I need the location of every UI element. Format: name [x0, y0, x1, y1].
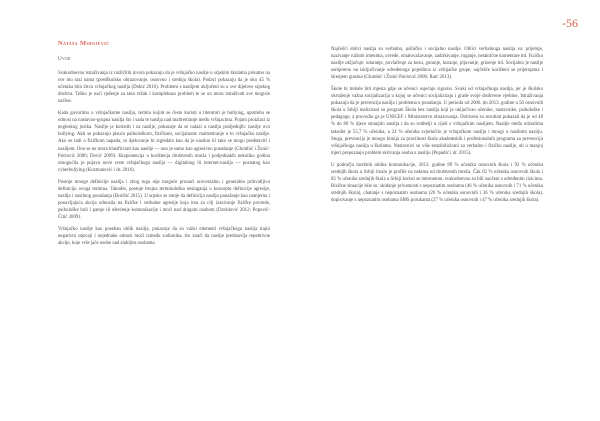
right-column — [331, 46, 543, 209]
paragraph: U području mrežnih oblika komunikacije, 2013. godine 89 % učenika osnovnih škola i 92 % učenika srednjih škola u Srbiji imalo je profile na nekima od društvenih mreža. Čak 62 % učenika osnovnih škola i 82 % učenika srednjih škola u Srbiji koristi se internetom, svakodnevno su bili suočeni s određenim rizicima. Rizične situacije bile su: skidanje privatnosti s nepoznatim osobama (46 % učenika osnovnih i 71 % učenika srednjih škola), chatanje s nepoznatim osobama (26 % učenika osnovnih i 36 % učenika srednjih škola), dopisivanje s nepoznatim osobama SMS porukama (27 % učenika osnovnih i 47 % učenika srednjih škola). — [331, 162, 543, 203]
author-name: Nataša Mihojević — [58, 40, 110, 47]
page-number: -56 — [562, 16, 578, 30]
section-heading: Uvod — [58, 56, 71, 62]
paragraph: Vršnjačko nasilje kao poseban oblik nasilja, pokazuje da su važni elementi vršnjačkoga nasilja trajni negativni utjecaji i nejednake odnosi moći između sudionika, što znači da nasilje predstavlja repetitivne akcije, koje vrše jače osobe nad slabijim osobama. — [58, 226, 270, 247]
paragraph: Postoje mnoge definicije nasilja i zbog toga nije moguće pronaći univerzalnu i generalnu prihvatljivu definiciju ovoga termina. Također, postoje brojna terminološka neslaganja u konceptu definicije agresije, nasilja i nasilnog ponašanja (Đurišić 2015). U srpsko se smije da definicija nasilja ponašanje kao namjerna i ponavljajuća akcija odnosila na fizičke i verbalne agresije koja ima za cilj izazivanje fizičke povrede, psihološke boli i patnje ili oštećenje komunikacije i moći nad drugom osobom (Davidović 2012; Popović-Ćitić 2009). — [58, 179, 270, 220]
paragraph: Kada govorimo o vršnjačkome nasilju, termin kojim se često koristi u literaturi je bullying, upotrebu se odnosi na nastavno-grupna nasilja što i sada te nasilja nad maltretiranje među vršnjacima. Pojam proizlazi iz engleskog jezika. Nasilje je koristiti i za nasilje, pokazuje da se nalazi u nasilju posljednjih: nasilje ovo bullying. Akti se pokazuju pisuću psihološkom, fizičkom, socijalnom: maltretiranje u to vršnjačko nasilje. Ako se radi o fizičkom napadu, to djelovanje bi izgledalo kao da je nasilno ili tako se mogu predstaviti i nasiljem. Ono se ne mora klasificirati kao nasilje — ono je samo kao agresivno ponašanje (Glumbić i Žunić-Pavlović 2006; Dović 2009). Eksponencija u korištenju društvenih mreža i podjednakih nekoliko godina omogućila je pojavu nove vrste vršnjačkoga nasilja — digitalnog ili internet-nasilja — poznatog kao cyberbullying (Kuzmanović i dr. 2016). — [58, 111, 270, 173]
paragraph: Škole bi trebale biti mjesta gdje se učenici osjećaju sigurno. Svaki od vršnjačkoga nasilja, jer je školsko okruženje važna socijalizacija u kojoj se učenici socijaliziraju i grade svoje društvene vještine. Istraživanja pokazuju da je prevencija nasilja i problema u ponašanju. U periodu od 2006. do 2013. godine u 50 osnovnih škola u Srbiji realizirani su program Škola bez nasilja koji je uključivao učenike, nastavnike, psihološke i pedagoge, a provodio ga je UNICEF i Ministarstvo obrazovanja. Dobiveni su rezultati pokazali da je od 48 % do 80 % djece smanjilo nasilja i da su roditelji u cijeli s vršnjačkim nasiljem. Nasilje među odraslima također je 55,7 % učenika, a 24 % učenika svjedočilo je vršnjačkom nasilju i mnogi o nasilnim nasilju. Stoga, prevencija je mnogo bitnija za pravilnost škole akademskih i profesionalnih programa za prevenciju vršnjačkoga nasilja u školama. Nastavnici su više senzibilizirani za verbalno i fizičko nasilje, ali u manjoj mjeri prepoznaju problem skrivanja osoba u nasilju (Popadić i dr. 2015). — [331, 87, 543, 156]
left-column — [58, 56, 270, 252]
paragraph: Najčešći oblici nasilja su verbalno, psihičko i socijalno nasilje. Oblici verbalnoga nasilja su: prijetnje, nazivanje ružnim imenima, uvrede, omalovažavanje, zadirkivanje, ruganje, netaktične komentare itd. Fizičko nasilje uključuje: udaranje, povlačenje za kosu, guranje, kuranje, pljuvanje, grizenje itd. Socijalno je nasilje usmjereno na isključivanje određenoga pojedinca iz vršnjačke grupe, najčešće korišteni se prijetnjama i širenjem glasina (Glumbić i Žunić-Pavlović 2006; Raić 2013). — [331, 47, 543, 81]
paragraph: Svakodnevna istraživanja iz različitih izvora pokazuju da je vršnjačko nasilje u srpskim školama prisutno na sve mu razi nama (predškolsko obrazovanje, osnovno i srednja škola). Podaci pokazuju da je oko 45 % učenika bilo žrtva vršnjačkog nasilja (Dokić 2016). Problemi s nasiljem uključeni su u sve dijelove srpskog društva. Teško je naći rješenje za tako težak i kompleksan problem te se on mora istraživati sve moguće načine. — [58, 71, 270, 105]
